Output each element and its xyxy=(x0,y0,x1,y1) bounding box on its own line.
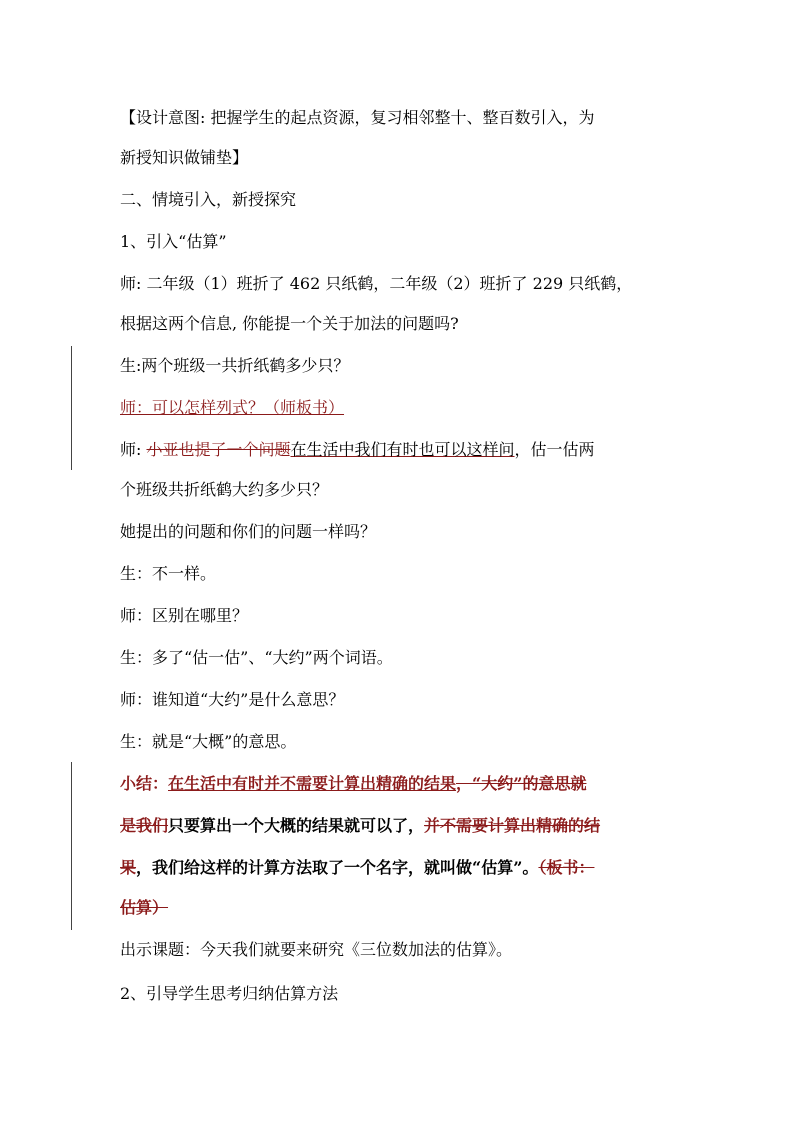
topic-line: 出示课题：今天我们就要来研究《三位数加法的估算》。 xyxy=(120,940,513,959)
teacher-line-3b: 个班级共折纸鹤大约多少只？ xyxy=(120,480,329,499)
student-line-1: 生:两个班级一共折纸鹤多少只？ xyxy=(120,356,350,375)
summary-line-3-rest: ，我们给这样的计算方法取了一个名字，就叫做“估算”。 xyxy=(136,858,539,877)
teacher-line-5: 师：区别在哪里？ xyxy=(120,606,249,625)
teacher-line-6: 师：谁知道“大约”是什么意思？ xyxy=(120,690,345,709)
summary-line-1 xyxy=(120,774,586,794)
summary-deleted-1: ，“大约”的意思就 xyxy=(456,774,587,793)
section-heading: 二、情境引入，新授探究 xyxy=(120,190,297,209)
teacher-line-3 xyxy=(120,440,595,460)
summary-deleted-4: 果 xyxy=(120,858,137,877)
deleted-text: 小亚也提了一个问题 xyxy=(146,440,291,459)
summary-deleted-5: （板书： xyxy=(538,858,595,877)
teacher-line-1b: 根据这两个信息, 你能提一个关于加法的问题吗? xyxy=(120,314,459,333)
summary-middle: 只要算出一个大概的结果就可以了， xyxy=(168,816,425,835)
subsection-heading-2: 2、引导学生思考归纳估算方法 xyxy=(120,984,339,1003)
summary-label: 小结： xyxy=(120,774,169,793)
revision-bar-1 xyxy=(71,346,72,470)
summary-deleted-3: 并不需要计算出精确的结 xyxy=(424,816,601,835)
inserted-text: 在生活中我们有时也可以这样问 xyxy=(290,440,515,459)
revision-bar-2 xyxy=(71,762,72,930)
teacher-line-2-inserted: 师：可以怎样列式？（师板书） xyxy=(120,398,345,417)
summary-deleted-2: 是我们 xyxy=(120,816,169,835)
summary-line-4 xyxy=(120,898,168,918)
subsection-heading-1: 1、引入“估算” xyxy=(120,232,227,251)
design-intent-line-1: 【设计意图: 把握学生的起点资源，复习相邻整十、整百数引入，为 xyxy=(120,108,595,127)
summary-deleted-6: 估算） xyxy=(120,898,169,917)
teacher-line-4: 她提出的问题和你们的问题一样吗？ xyxy=(120,522,377,541)
teacher-line-1a: 师: 二年级（1）班折了 462 只纸鹤，二年级（2）班折了 229 只纸鹤， xyxy=(120,274,633,293)
student-line-2: 生：不一样。 xyxy=(120,564,217,583)
student-line-4: 生：就是“大概”的意思。 xyxy=(120,732,297,751)
design-intent-line-2: 新授知识做铺垫】 xyxy=(120,148,249,167)
summary-line-3 xyxy=(120,858,594,878)
teacher-line-3-rest: ，估一估两 xyxy=(514,440,595,459)
summary-inserted-1: 在生活中有时并不需要计算出精确的结果 xyxy=(168,774,457,793)
summary-line-2 xyxy=(120,816,600,836)
teacher-prefix: 师: xyxy=(120,440,147,459)
student-line-3: 生：多了“估一估”、“大约”两个词语。 xyxy=(120,648,393,667)
